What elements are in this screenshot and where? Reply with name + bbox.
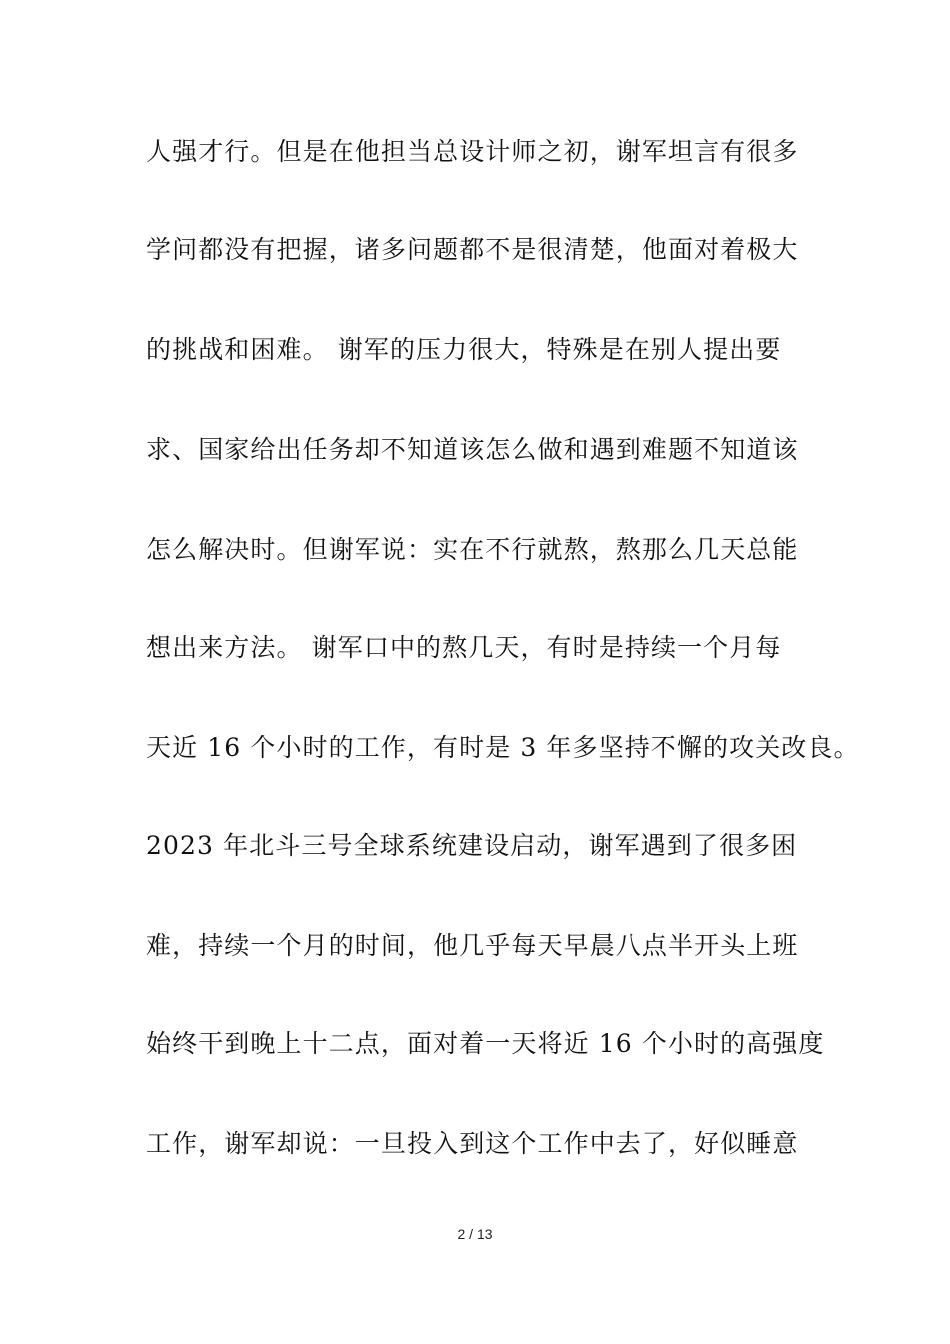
text-line: 难，持续一个月的时间，他几乎每天早晨八点半开头上班: [146, 931, 799, 960]
text-line: 人强才行。但是在他担当总设计师之初，谢军坦言有很多: [146, 137, 799, 166]
text-line: 工作，谢军却说：一旦投入到这个工作中去了，好似睡意: [146, 1129, 799, 1158]
text-line: 的挑战和困难。 谢军的压力很大，特殊是在别人提出要: [146, 335, 782, 364]
text-line: 2023 年北斗三号全球系统建设启动，谢军遇到了很多困: [146, 831, 798, 860]
text-line: 天近 16 个小时的工作，有时是 3 年多坚持不懈的攻关改良。: [146, 733, 860, 762]
text-line: 学问都没有把握，诸多问题都不是很清楚，他面对着极大: [146, 235, 799, 264]
text-line: 想出来方法。 谢军口中的熬几天，有时是持续一个月每: [146, 633, 782, 662]
page-number: 2 / 13: [457, 1226, 493, 1242]
text-line: 求、国家给出任务却不知道该怎么做和遇到难题不知道该: [146, 435, 799, 464]
text-line: 始终干到晚上十二点，面对着一天将近 16 个小时的高强度: [146, 1029, 825, 1058]
text-line: 怎么解决时。但谢军说：实在不行就熬，熬那么几天总能: [146, 535, 799, 564]
